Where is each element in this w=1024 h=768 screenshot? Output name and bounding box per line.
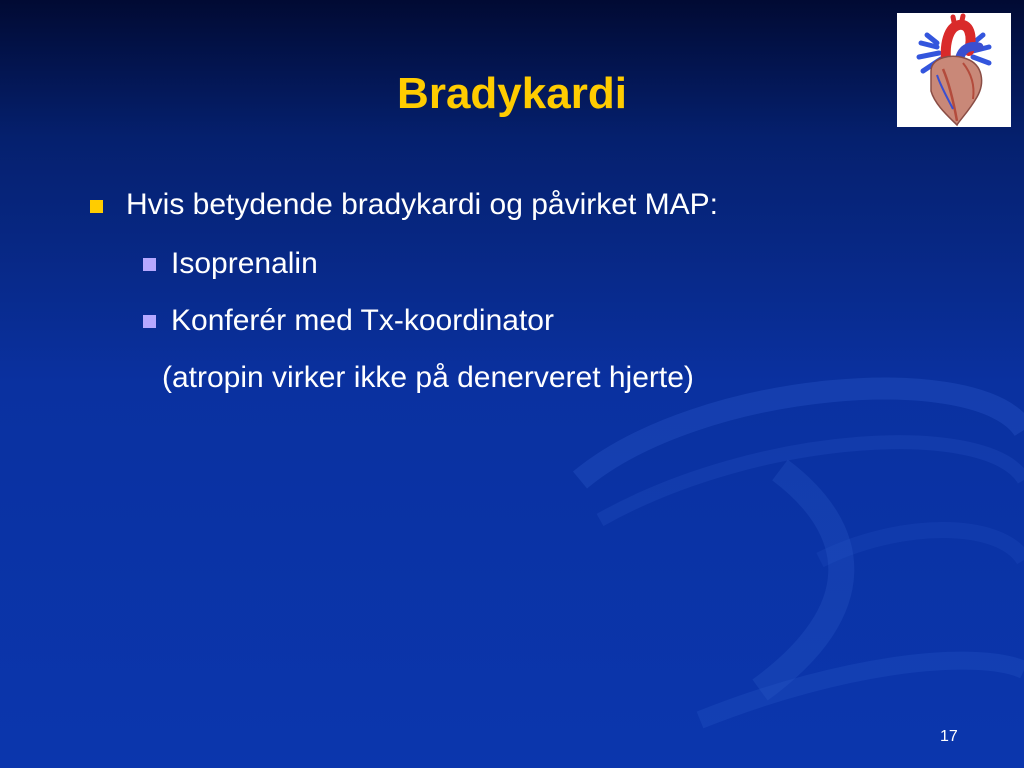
bullet-item: Hvis betydende bradykardi og påvirket MAP: — [126, 188, 718, 221]
sub-bullet-item: Konferér med Tx-koordinator — [171, 304, 554, 337]
bullet-marker-level2 — [143, 315, 156, 328]
page-number: 17 — [940, 728, 958, 745]
sub-bullet-item: Isoprenalin — [171, 247, 318, 280]
bullet-marker-level1 — [90, 200, 103, 213]
note-text: (atropin virker ikke på denerveret hjerte) — [162, 361, 694, 394]
heart-anatomy-icon — [897, 13, 1011, 127]
bullet-marker-level2 — [143, 258, 156, 271]
slide-title: Bradykardi — [397, 69, 627, 118]
heart-image — [897, 13, 1011, 127]
